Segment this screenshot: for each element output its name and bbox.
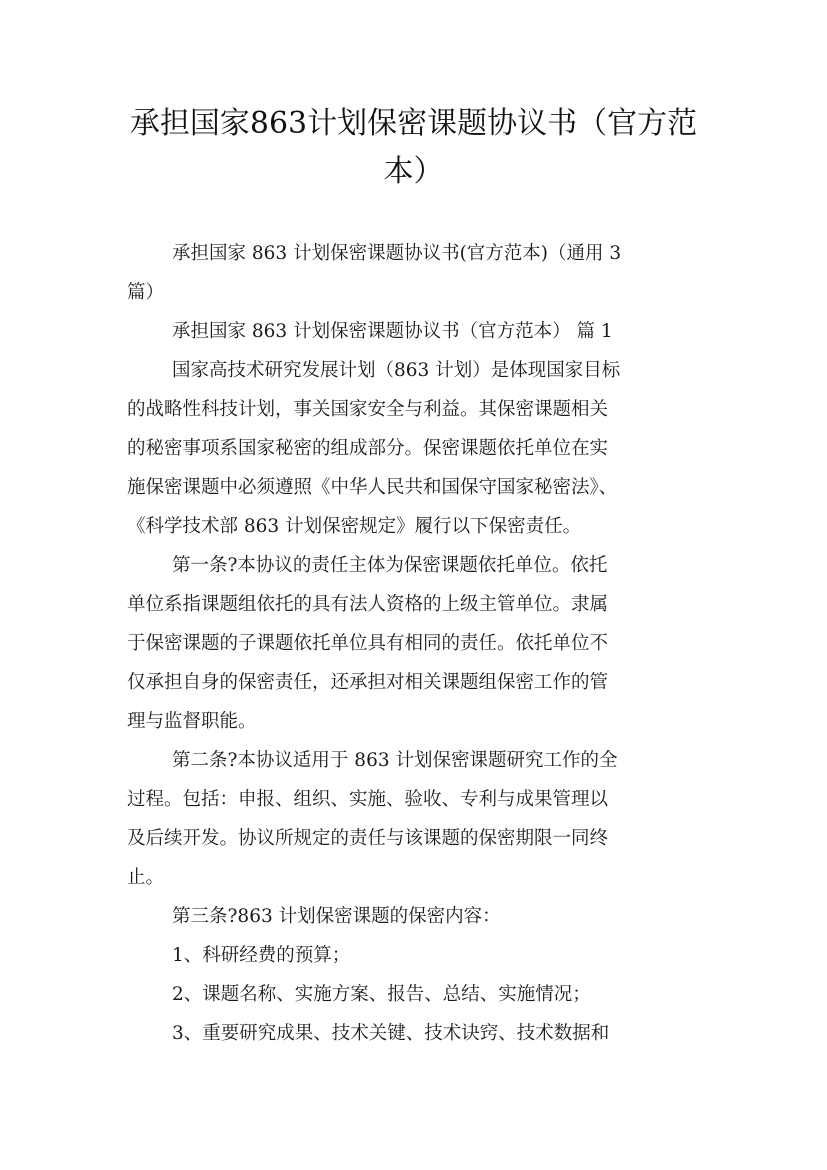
doc-line-article-2: 第二条?本协议适用于 863 计划保密课题研究工作的全	[172, 750, 618, 771]
doc-line-paragraph: 《科学技术部 863 计划保密规定》履行以下保密责任。	[127, 516, 582, 537]
doc-line-paragraph: 理与监督职能。	[127, 711, 257, 732]
doc-line-subtitle: 承担国家 863 计划保密课题协议书(官方范本)（通用 3	[172, 243, 622, 264]
doc-line-paragraph: 止。	[127, 867, 165, 888]
doc-list-item: 3、重要研究成果、技术关键、技术诀窍、技术数据和	[172, 1023, 610, 1044]
doc-list-item: 1、科研经费的预算；	[172, 945, 351, 966]
doc-line-subtitle-cont: 篇）	[127, 282, 165, 303]
doc-line-paragraph: 施保密课题中必须遵照《中华人民共和国保守国家秘密法》、	[127, 477, 618, 498]
doc-line-paragraph: 国家高技术研究发展计划（863 计划）是体现国家目标	[172, 360, 621, 381]
doc-line-paragraph: 的战略性科技计划，事关国家安全与利益。其保密课题相关	[127, 399, 609, 420]
title-line-1: 承担国家863计划保密课题协议书（官方范	[129, 106, 698, 141]
doc-line-paragraph: 过程。包括：申报、组织、实施、验收、专利与成果管理以	[127, 789, 609, 810]
doc-line-paragraph: 于保密课题的子课题依托单位具有相同的责任。依托单位不	[127, 633, 609, 654]
doc-line-paragraph: 及后续开发。协议所规定的责任与该课题的保密期限一同终	[127, 828, 609, 849]
doc-list-item: 2、课题名称、实施方案、报告、总结、实施情况；	[172, 984, 591, 1005]
doc-line-paragraph: 的秘密事项系国家秘密的组成部分。保密课题依托单位在实	[127, 438, 609, 459]
doc-line-paragraph: 单位系指课题组依托的具有法人资格的上级主管单位。隶属	[127, 594, 609, 615]
doc-line-section-heading: 承担国家 863 计划保密课题协议书（官方范本） 篇 1	[172, 321, 613, 342]
doc-line-article-1: 第一条?本协议的责任主体为保密课题依托单位。依托	[172, 555, 608, 576]
title-line-2: 本）	[383, 154, 444, 189]
doc-line-article-3: 第三条?863 计划保密课题的保密内容：	[172, 906, 501, 927]
doc-line-paragraph: 仅承担自身的保密责任，还承担对相关课题组保密工作的管	[127, 672, 609, 693]
document-title	[110, 100, 717, 196]
